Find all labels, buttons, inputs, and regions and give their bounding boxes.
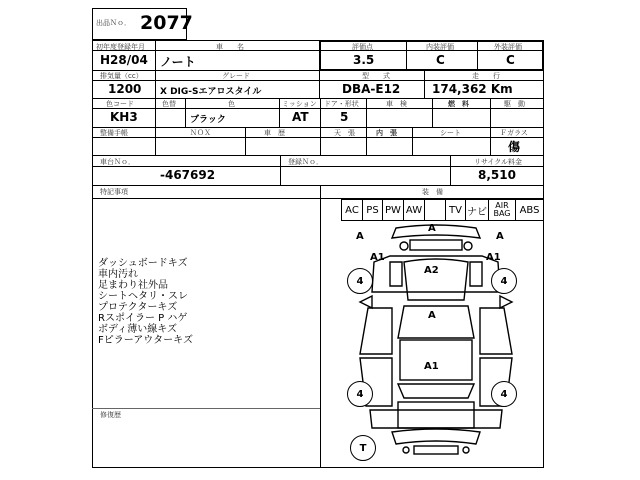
chassis-label: 車台Ｎｏ． xyxy=(100,158,135,166)
color-change-label: 色替 xyxy=(162,100,176,108)
remarks-label: 特記事項 xyxy=(100,188,128,196)
first-reg-value: H28/04 xyxy=(100,53,148,67)
col-line xyxy=(155,98,156,127)
displacement-label: 排気量（cc） xyxy=(100,72,143,80)
col-line xyxy=(412,127,413,155)
row-line xyxy=(92,98,544,99)
equip-ac: AC xyxy=(341,199,363,221)
repair-line xyxy=(92,408,320,409)
equip-ps: PS xyxy=(362,199,383,221)
color-code-label: 色コード xyxy=(106,100,134,108)
col-line xyxy=(155,40,156,70)
fglass-value: 傷 xyxy=(508,140,521,154)
col-line xyxy=(280,155,281,185)
inspection-label: 車 検 xyxy=(386,100,407,108)
equip-aw: AW xyxy=(403,199,425,221)
row-line xyxy=(92,127,544,128)
mark-fender-right: A1 xyxy=(486,252,501,263)
transmission-value: AT xyxy=(292,110,309,124)
note-item: Rスポイラー P ハゲ xyxy=(98,313,188,324)
tire-front-left: 4 xyxy=(347,268,373,294)
row-line xyxy=(92,137,544,138)
col-line xyxy=(279,98,280,127)
model-value: DBA-E12 xyxy=(342,82,401,96)
note-item: 足まわり社外品 xyxy=(98,280,168,291)
row-line xyxy=(92,108,544,109)
tire-rear-right: 4 xyxy=(491,381,517,407)
note-item: 車内汚れ xyxy=(98,269,138,280)
spare-tire: T xyxy=(350,435,376,461)
note-item: プロテクターキズ xyxy=(98,302,178,313)
model-label: 型 式 xyxy=(362,72,390,80)
manual-label: 整備手帳 xyxy=(100,129,128,137)
col-line xyxy=(320,127,321,155)
color-value: ブラック xyxy=(190,115,226,125)
equipment-label: 装 備 xyxy=(422,188,443,196)
mark-hood: A2 xyxy=(424,265,439,276)
col-line xyxy=(320,185,321,468)
tire-front-right: 4 xyxy=(491,268,517,294)
recycle-value: 8,510 xyxy=(478,168,516,182)
col-line xyxy=(155,70,156,98)
equip-airbag: AIR BAG xyxy=(488,199,516,221)
score-value: 3.5 xyxy=(353,53,375,67)
tire-rear-left: 4 xyxy=(347,381,373,407)
chassis-value: -467692 xyxy=(160,168,216,182)
first-reg-label: 初年度登録年月 xyxy=(96,43,145,51)
mileage-label: 走 行 xyxy=(472,72,500,80)
mark-fender-left: A1 xyxy=(370,252,385,263)
grade-value: X DIG-Sエアロスタイル xyxy=(160,87,262,97)
nox-label: ＮＯＸ xyxy=(190,129,211,137)
equip-abs: ABS xyxy=(515,199,544,221)
drive-label: 駆 動 xyxy=(504,100,525,108)
recycle-label: リサイクル料金 xyxy=(474,158,523,166)
doors-label: ドア・形状 xyxy=(324,100,359,108)
col-line xyxy=(490,127,491,155)
equip-navi: ナビ xyxy=(465,199,489,221)
reg-no-label: 登録Ｎｏ． xyxy=(288,158,323,166)
exterior-value: C xyxy=(506,53,515,67)
sunroof-label: 天 張 xyxy=(334,129,355,137)
note-item: Fピラーアウターキズ xyxy=(98,335,193,346)
col-line xyxy=(245,127,246,155)
col-line xyxy=(366,127,367,155)
lot-label: 出品Ｎｏ． xyxy=(96,19,131,27)
color-label: 色 xyxy=(228,100,235,108)
lot-number: 2077 xyxy=(140,12,193,34)
car-diagram xyxy=(330,222,542,468)
mark-front-right: A xyxy=(496,231,504,242)
displacement-value: 1200 xyxy=(108,82,142,96)
col-line xyxy=(432,98,433,127)
mark-roof: A xyxy=(428,310,436,321)
score-label: 評価点 xyxy=(352,43,373,51)
equip-pw: PW xyxy=(382,199,404,221)
mark-front-left: A xyxy=(356,231,364,242)
car-name-value: ノート xyxy=(160,55,196,69)
history-label: 車 歴 xyxy=(264,129,285,137)
equip-tv: TV xyxy=(445,199,466,221)
row-line xyxy=(92,155,544,156)
color-code-value: KH3 xyxy=(110,110,138,124)
fuel-label: 燃 料 xyxy=(448,100,469,108)
interior2-label: 内 張 xyxy=(376,129,397,137)
repair-label: 修復歴 xyxy=(100,411,121,419)
col-line xyxy=(424,70,425,98)
equip-blank xyxy=(424,199,446,221)
grade-label: グレード xyxy=(222,72,250,80)
transmission-label: ミッション xyxy=(282,100,317,108)
note-item: ダッシュボードキズ xyxy=(98,258,188,269)
col-line xyxy=(319,70,320,98)
fglass-label: Ｆガラス xyxy=(500,129,528,137)
col-line xyxy=(366,98,367,127)
interior-value: C xyxy=(436,53,445,67)
interior-label: 内装評価 xyxy=(426,43,454,51)
col-line xyxy=(450,155,451,185)
col-line xyxy=(490,98,491,127)
note-item: シートヘタリ・スレ xyxy=(98,291,188,302)
col-line xyxy=(155,127,156,155)
row-line xyxy=(92,185,544,186)
mark-front-bumper: A xyxy=(428,223,436,234)
mileage-value: 174,362 Km xyxy=(432,82,513,96)
notes-list xyxy=(98,258,193,346)
exterior-label: 外装評価 xyxy=(494,43,522,51)
seat-label: シート xyxy=(440,129,461,137)
doors-value: 5 xyxy=(340,110,349,124)
mark-rear: A1 xyxy=(424,361,439,372)
col-line xyxy=(320,98,321,127)
col-line xyxy=(185,98,186,127)
car-name-label: 車 名 xyxy=(216,43,244,51)
note-item: ボディ薄い線キズ xyxy=(98,324,177,335)
